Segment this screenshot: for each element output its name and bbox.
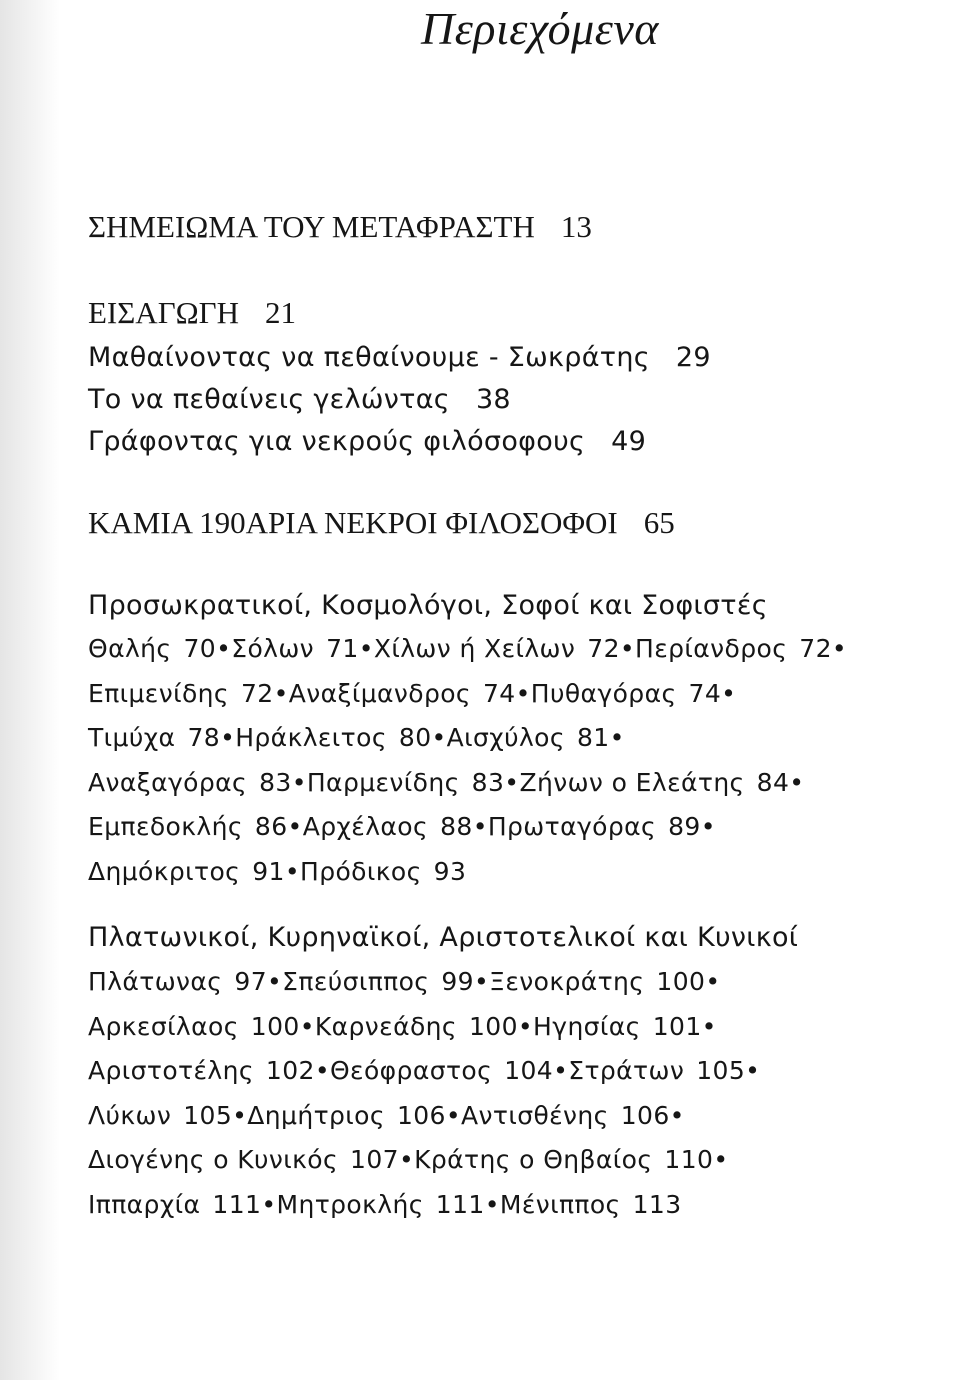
bullet-separator: • [284, 856, 301, 886]
bullet-separator: • [291, 767, 307, 797]
bullet-separator: • [287, 812, 303, 841]
entry-name: Πυθαγόρας [530, 678, 677, 708]
bullet-separator: • [299, 1011, 315, 1041]
bullet-separator: • [831, 634, 848, 663]
entry-page-number: 105 [696, 1056, 746, 1085]
entry-name: Τιμύχα [88, 723, 176, 752]
bullet-separator: • [484, 1189, 500, 1219]
bullet-separator: • [474, 967, 490, 996]
bullet-separator: • [216, 634, 232, 663]
entry-name: Χίλων ή Χείλων [373, 634, 576, 663]
entry-page-number: 91 [252, 856, 285, 886]
entry-page-number: 102 [265, 1056, 315, 1085]
toc-entry [500, 1190, 682, 1219]
bullet-separator: • [358, 634, 374, 663]
bullet-separator: • [220, 723, 236, 752]
toc-entry [531, 679, 721, 708]
entry-name: Ηράκλειτος [235, 723, 387, 752]
toc-entry [461, 1101, 670, 1130]
entry-name: Πρόδικος [300, 856, 422, 886]
entry-name: Πλάτωνας [88, 967, 223, 996]
toc-entry-line [88, 852, 466, 892]
entry-page-number: 83 [471, 767, 505, 797]
entry-name: Αριστοτέλης [88, 1056, 254, 1085]
entry-page-number: 107 [350, 1145, 399, 1174]
toc-entry [568, 1056, 745, 1085]
entry-name: Θαλής [88, 634, 172, 663]
toc-part-one [88, 503, 675, 543]
entry-page-number: 84 [756, 767, 790, 797]
bullet-separator: • [701, 1011, 717, 1041]
entry-page-number: 97 [234, 967, 268, 996]
bullet-separator: • [504, 767, 520, 797]
toc-page-number: 65 [643, 505, 675, 540]
bullet-separator: • [713, 1145, 729, 1174]
toc-entry [88, 812, 288, 841]
entry-page-number: 106 [396, 1100, 446, 1130]
bullet-separator: • [745, 1056, 761, 1085]
page-title: Περιεχόμενα [421, 3, 659, 54]
section-title-presocratics: Προσωκρατικοί, Κοσμολόγοι, Σοφοί και Σοφιστές [88, 590, 768, 621]
entry-page-number: 70 [183, 634, 217, 663]
toc-introduction [88, 293, 296, 333]
toc-entry [88, 1145, 399, 1174]
binding-shadow [0, 0, 60, 1380]
entry-name: Πρωταγόρας [487, 812, 657, 841]
toc-entry [88, 857, 285, 886]
bullet-separator: • [445, 1100, 462, 1130]
toc-label: Το να πεθαίνεις γελώντας [88, 384, 450, 415]
toc-intro-item [88, 338, 711, 378]
entry-page-number: 74 [688, 678, 722, 708]
toc-entry-line [88, 763, 804, 803]
bullet-separator: • [267, 967, 283, 996]
entry-page-number: 72 [240, 678, 274, 708]
entry-name: Αρχέλαος [302, 812, 429, 841]
toc-entry [282, 967, 474, 996]
bullet-separator: • [705, 967, 721, 996]
toc-page-number: 13 [560, 209, 592, 244]
toc-entry-line [88, 718, 625, 758]
entry-name: Στράτων [568, 1056, 685, 1085]
toc-entry [88, 1190, 261, 1219]
toc-entry [276, 1190, 484, 1219]
entry-name: Ιππαρχία [88, 1189, 201, 1219]
bullet-separator: • [789, 767, 805, 797]
entry-name: Σπεύσιππος [282, 967, 430, 996]
toc-entry [488, 812, 701, 841]
entry-page-number: 111 [435, 1189, 485, 1219]
toc-entry [519, 768, 789, 797]
toc-entry [88, 679, 274, 708]
entry-page-number: 101 [652, 1011, 702, 1041]
toc-page-number: 29 [675, 342, 711, 373]
toc-entry [88, 723, 220, 752]
entry-name: Διογένης ο Κυνικός [88, 1145, 339, 1174]
toc-page-number: 21 [264, 295, 296, 330]
bullet-separator: • [232, 1100, 248, 1130]
toc-entry [289, 679, 516, 708]
entry-name: Σόλων [231, 634, 315, 663]
toc-label: Γράφοντας για νεκρούς φιλόσοφους [88, 426, 586, 457]
entry-page-number: 88 [440, 812, 473, 841]
entry-page-number: 100 [250, 1011, 300, 1041]
toc-label: Μαθαίνοντας να πεθαίνουμε - Σωκράτης [88, 342, 650, 373]
toc-entry-line [88, 1051, 760, 1091]
bullet-separator: • [553, 1056, 569, 1085]
entry-name: Μένιππος [499, 1189, 621, 1219]
toc-entry [374, 634, 620, 663]
entry-page-number: 99 [441, 967, 474, 996]
toc-page-number: 49 [611, 426, 647, 457]
entry-name: Εμπεδοκλής [88, 812, 243, 841]
toc-entry-line [88, 1096, 685, 1136]
toc-page-number: 38 [475, 384, 511, 415]
toc-intro-item [88, 422, 646, 462]
toc-entry-line [88, 1140, 728, 1180]
bullet-separator: • [669, 1100, 685, 1130]
toc-entry [489, 967, 705, 996]
entry-name: Αρκεσίλαος [88, 1011, 239, 1041]
entry-name: Δημήτριος [247, 1100, 385, 1130]
entry-page-number: 78 [187, 723, 221, 752]
toc-label: ΕΙΣΑΓΩΓΗ [88, 295, 239, 330]
bullet-separator: • [472, 812, 488, 841]
toc-entry [414, 1145, 713, 1174]
entry-page-number: 86 [254, 812, 288, 841]
toc-translator-note [88, 207, 592, 247]
entry-name: Αναξίμανδρος [288, 678, 471, 708]
entry-page-number: 81 [576, 723, 610, 752]
toc-entry [307, 768, 504, 797]
bullet-separator: • [515, 678, 531, 708]
toc-entry [88, 1101, 232, 1130]
bullet-separator: • [700, 812, 716, 841]
toc-label: ΣΗΜΕΙΩΜΑ ΤΟΥ ΜΕΤΑΦΡΑΣΤΗ [88, 209, 535, 244]
section-title-platonists: Πλατωνικοί, Κυρηναϊκοί, Αριστοτελικοί και Κυνικοί [88, 922, 799, 953]
toc-entry-line [88, 629, 847, 669]
bullet-separator: • [273, 678, 289, 708]
entry-page-number: 89 [668, 812, 701, 841]
toc-entry [235, 723, 431, 752]
entry-name: Αισχύλος [446, 723, 565, 752]
bullet-separator: • [619, 634, 636, 663]
entry-page-number: 71 [326, 634, 359, 663]
toc-entry-line [88, 807, 716, 847]
entry-name: Δημόκριτος [88, 856, 241, 886]
bullet-separator: • [314, 1056, 330, 1085]
entry-name: Θεόφραστος [329, 1056, 493, 1085]
entry-name: Ζήνων ο Ελεάτης [519, 767, 745, 797]
bullet-separator: • [398, 1145, 415, 1174]
entry-name: Λύκων [88, 1100, 172, 1130]
toc-entry [247, 1101, 446, 1130]
entry-name: Ηγησίας [533, 1011, 641, 1041]
toc-intro-item [88, 380, 511, 420]
entry-page-number: 80 [398, 723, 432, 752]
entry-page-number: 74 [482, 678, 516, 708]
entry-page-number: 93 [433, 856, 467, 886]
entry-name: Μητροκλής [276, 1189, 424, 1219]
entry-page-number: 105 [183, 1100, 233, 1130]
toc-entry-line [88, 1185, 682, 1225]
toc-entry [330, 1056, 553, 1085]
toc-entry [447, 723, 610, 752]
bullet-separator: • [517, 1011, 534, 1041]
bullet-separator: • [261, 1189, 277, 1219]
entry-page-number: 106 [620, 1100, 670, 1130]
entry-name: Αντισθένης [461, 1100, 609, 1130]
entry-page-number: 113 [632, 1189, 682, 1219]
entry-name: Καρνεάδης [314, 1011, 457, 1041]
toc-entry [635, 634, 832, 663]
toc-label: ΚΑΜΙΑ 190ΑΡΙΑ ΝΕΚΡΟΙ ΦΙΛΟΣΟΦΟΙ [88, 505, 618, 540]
toc-entry [300, 857, 466, 886]
toc-entry [88, 967, 267, 996]
entry-page-number: 83 [259, 767, 292, 797]
entry-page-number: 72 [799, 634, 832, 663]
entry-page-number: 100 [656, 967, 706, 996]
entry-page-number: 111 [212, 1189, 262, 1219]
entry-page-number: 110 [664, 1145, 714, 1174]
toc-entry [88, 1056, 315, 1085]
bullet-separator: • [431, 723, 447, 752]
entry-page-number: 100 [468, 1011, 518, 1041]
toc-entry-line [88, 1007, 717, 1047]
entry-name: Ξενοκράτης [489, 967, 645, 996]
entry-name: Κράτης ο Θηβαίος [414, 1145, 653, 1174]
bullet-separator: • [609, 723, 625, 752]
bullet-separator: • [721, 678, 737, 708]
toc-entry [88, 634, 216, 663]
toc-entry [231, 634, 358, 663]
entry-page-number: 104 [504, 1056, 554, 1085]
toc-entry [533, 1012, 702, 1041]
entry-name: Περίανδρος [635, 634, 788, 663]
toc-entry [315, 1012, 518, 1041]
toc-entry-line [88, 674, 736, 714]
entry-name: Επιμενίδης [88, 678, 229, 708]
toc-entry [303, 812, 473, 841]
toc-entry [88, 1012, 300, 1041]
entry-page-number: 72 [587, 634, 620, 663]
entry-name: Αναξαγόρας [88, 767, 248, 797]
toc-entry [88, 768, 292, 797]
entry-name: Παρμενίδης [306, 767, 460, 797]
toc-entry-line [88, 962, 720, 1002]
